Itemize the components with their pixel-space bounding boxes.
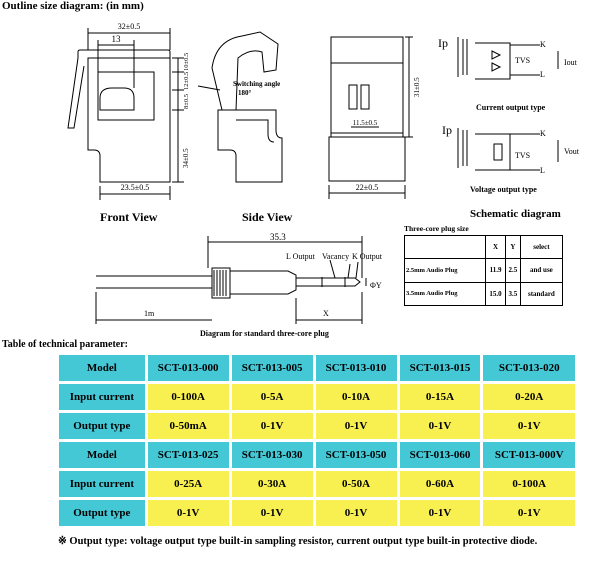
voltage-caption: Voltage output type <box>470 185 537 194</box>
table-cell: 0-50mA <box>148 413 229 439</box>
table-row <box>405 282 563 305</box>
side-view-label: Side View <box>242 210 293 224</box>
dim-34: 34±0.5 <box>182 148 190 168</box>
table-cell: 0-50A <box>316 471 397 497</box>
plug-size-table <box>404 235 563 306</box>
x-label: X <box>323 309 329 318</box>
table-cell: Input current <box>59 471 145 497</box>
table-cell: X <box>485 236 505 259</box>
table-cell <box>405 236 486 259</box>
table-cell: 0-100A <box>148 384 229 410</box>
table-cell: Model <box>59 442 145 468</box>
table-row <box>59 384 575 410</box>
top-view-diagram <box>325 25 425 205</box>
table-cell: 0-30A <box>232 471 313 497</box>
table-row <box>405 259 563 282</box>
table-cell: SCT-013-000V <box>483 442 575 468</box>
plug-caption: Diagram for standard three-core plug <box>200 329 329 338</box>
schematic-heading: Schematic diagram <box>470 208 561 220</box>
table-cell: 0-60A <box>400 471 481 497</box>
table-cell: 0-1V <box>148 500 229 526</box>
dim-8: 8±0.5 <box>183 94 190 109</box>
phi-y-label: ΦY <box>370 281 382 290</box>
table-cell: 0-1V <box>316 500 397 526</box>
table-cell: SCT-013-050 <box>316 442 397 468</box>
front-view-label: Front View <box>100 210 158 224</box>
dim-11-5: 11.5±0.5 <box>352 119 378 127</box>
front-view-diagram <box>60 10 195 210</box>
cable-length-label: 1m <box>144 309 155 318</box>
table-cell: 2.5mm Audio Plug <box>405 259 486 282</box>
ip-label: Ip <box>438 36 448 50</box>
table-cell: 15.0 <box>485 282 505 305</box>
table-cell: SCT-013-030 <box>232 442 313 468</box>
table-cell: 0-15A <box>400 384 481 410</box>
table-row <box>59 471 575 497</box>
table-cell: SCT-013-025 <box>148 442 229 468</box>
length-label: 35.3 <box>270 232 286 242</box>
table-cell: 0-1V <box>400 500 481 526</box>
k-label-2: K <box>540 129 546 138</box>
vacancy-label: Vacancy <box>322 252 350 261</box>
switching-angle-text: Switching angle <box>233 80 281 88</box>
dim-width: 32±0.5 <box>117 22 141 31</box>
dim-13: 13 <box>111 34 121 44</box>
l-output-label: L Output <box>286 252 315 261</box>
plug-diagram <box>90 228 400 343</box>
table-cell: 0-25A <box>148 471 229 497</box>
schematic-current <box>440 35 610 115</box>
table-cell: 0-5A <box>232 384 313 410</box>
schematic-voltage <box>440 120 610 200</box>
tvs-label: TVS <box>515 56 531 65</box>
table-cell: 0-1V <box>483 413 575 439</box>
ip-label-2: Ip <box>442 123 452 137</box>
table-cell: 0-20A <box>483 384 575 410</box>
tvs-label-2: TVS <box>515 151 531 160</box>
table-row <box>59 442 575 468</box>
table-cell: Input current <box>59 384 145 410</box>
table-cell: 0-10A <box>316 384 397 410</box>
table-cell: 0-1V <box>316 413 397 439</box>
dim-23-5: 23.5±0.5 <box>120 183 150 192</box>
table-cell: SCT-013-000 <box>148 355 229 381</box>
footnote <box>58 535 537 547</box>
table-cell: select <box>520 236 562 259</box>
k-label: K <box>540 40 546 49</box>
table-cell: SCT-013-060 <box>400 442 481 468</box>
dim-10: 10±0.5 <box>183 52 190 71</box>
table-cell: 2.5 <box>506 259 521 282</box>
table-cell: 0-1V <box>400 413 481 439</box>
plug-size-title: Three-core plug size <box>404 224 469 233</box>
l-label: L <box>540 70 545 79</box>
table-cell: 0-1V <box>483 500 575 526</box>
footnote-text: voltage output type built-in sampling resistor, current output type built-in protective diode. <box>127 536 538 547</box>
dim-12: 12±0.5 <box>183 71 190 90</box>
table-cell: and use <box>520 259 562 282</box>
table-cell: standard <box>520 282 562 305</box>
table-cell: Output type <box>59 413 145 439</box>
table-cell: 3.5 <box>506 282 521 305</box>
table-cell: Y <box>506 236 521 259</box>
table-row <box>59 413 575 439</box>
table-cell: Model <box>59 355 145 381</box>
iout-label: Iout <box>564 58 577 67</box>
current-caption: Current output type <box>476 103 546 112</box>
tech-table-title: Table of technical parameter: <box>2 339 128 350</box>
table-cell: 0-1V <box>232 413 313 439</box>
table-cell: SCT-013-010 <box>316 355 397 381</box>
l-label-2: L <box>540 166 545 175</box>
vout-label: Vout <box>564 147 579 156</box>
table-cell: SCT-013-005 <box>232 355 313 381</box>
table-cell: 11.9 <box>485 259 505 282</box>
k-output-label: K Output <box>352 252 382 261</box>
table-cell: 3.5mm Audio Plug <box>405 282 486 305</box>
table-row <box>59 355 575 381</box>
footnote-mark: ※ Output type: <box>58 536 128 547</box>
dim-31: 31±0.5 <box>413 77 421 97</box>
page-title: Outline size diagram: (in mm) <box>2 0 144 12</box>
table-row <box>59 500 575 526</box>
tech-parameter-table <box>56 352 578 529</box>
side-view-diagram <box>190 10 320 210</box>
table-cell: SCT-013-020 <box>483 355 575 381</box>
table-cell: 0-1V <box>232 500 313 526</box>
table-cell: Output type <box>59 500 145 526</box>
dim-22: 22±0.5 <box>355 183 379 192</box>
table-cell: SCT-013-015 <box>400 355 481 381</box>
switching-angle-value: 180° <box>238 89 252 97</box>
table-cell: 0-100A <box>483 471 575 497</box>
table-row <box>405 236 563 259</box>
